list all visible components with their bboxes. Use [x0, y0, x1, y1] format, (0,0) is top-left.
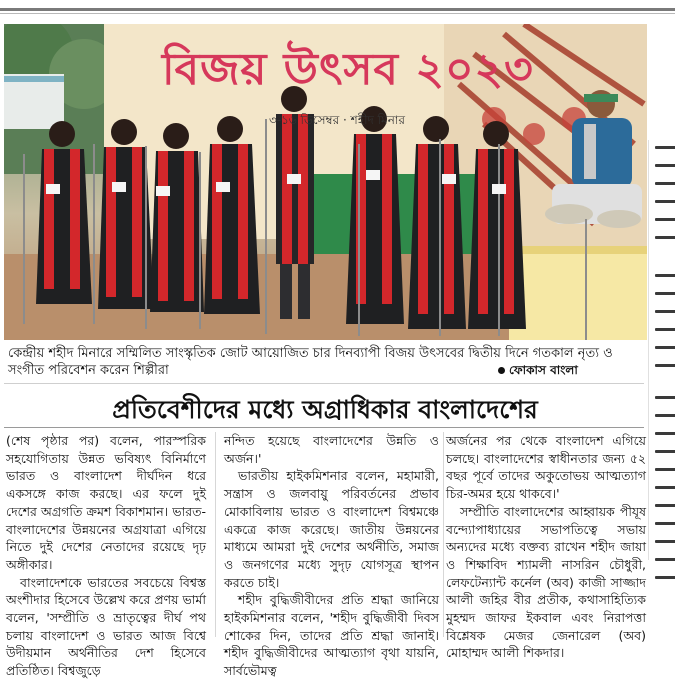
top-rule: [0, 8, 675, 11]
paragraph: বাংলাদেশকে ভারতের সবচেয়ে বিশ্বস্ত অংশীদার হিসেবে উল্লেখ করে প্রণয় ভার্মা বলেন, 'সম্প্রীতি ও ভ্রাতৃত্বের দীর্ঘ পথ চলায় বাংলাদেশ ও ভারত আজ বিশ্বে উদীয়মান অর্থনীতির দেশ হিসেবে প্রতিষ্ঠিত। বিশ্বজুড়ে: [6, 574, 206, 679]
bullet-icon: [498, 367, 505, 374]
column-divider: [215, 432, 216, 637]
article-column-1: [6, 432, 206, 680]
photo-credit-text: ফোকাস বাংলা: [509, 363, 578, 377]
article-column-3: [446, 432, 646, 662]
top-rule-thin: [0, 13, 675, 14]
paragraph: নন্দিত হয়েছে বাংলাদেশের উন্নতি ও অর্জন।': [224, 433, 439, 466]
paragraph: (শেষ পৃষ্ঠার পর) বলেন, পারস্পরিক সহযোগিতায় উন্নত ভবিষ্যৎ বিনির্মাণে ভারত ও বাংলাদেশ দীর্ঘদিন ধরে একসঙ্গে কাজ করছে। এর ফলে দুই দেশের অগ্রগতি ক্রমশ বিকাশমান। ভারত-বাংলাদেশের উন্নয়নের অগ্রযাত্রা এগিয়ে নিতে দুই দেশের নেতাদের রয়েছে দৃঢ় অঙ্গীকার।: [6, 433, 206, 572]
article-column-2: [224, 432, 439, 680]
adjacent-column-rule: [648, 140, 649, 560]
headline-rule: [4, 427, 644, 428]
caption-separator: [4, 383, 644, 384]
column-divider: [443, 432, 444, 637]
news-photo: [4, 24, 647, 340]
paragraph: অর্জনের পর থেকে বাংলাদেশ এগিয়ে চলছে। বাংলাদেশের স্বাধীনতার জন্য ৫২ বছর পূর্বে তাদের অকুতোভয় আত্মত্যাগ চির-অমর হয়ে থাকবে।': [446, 433, 646, 502]
paragraph: সম্প্রীতি বাংলাদেশের আহ্বায়ক পীযূষ বন্দ্যোপাধ্যায়ের সভাপতিত্বে সভায় অন্যদের মধ্যে বক্তব্য রাখেন শহীদ জায়া ও শিক্ষাবিদ শ্যামলী নাসরিন চৌধুরী, লেফটেন্যান্ট কর্নেল (অব) কাজী সাজ্জাদ আলী জহির বীর প্রতীক, কথাসাহিত্যিক মুহম্মদ জাফর ইকবাল এবং নিরাপত্তা বিশ্লেষক মেজর জেনারেল (অব) মোহাম্মদ আলী শিকদার।: [446, 503, 646, 661]
article-headline: প্রতিবেশীদের মধ্যে অগ্রাধিকার বাংলাদেশের: [112, 395, 538, 424]
banner-subtitle: ৩-১৬ ডিসেম্বর · শহীদ মিনার: [269, 113, 405, 127]
adjacent-column-fragment: [650, 24, 675, 624]
photo-credit: [498, 362, 578, 382]
paragraph: ভারতীয় হাইকমিশনার বলেন, মহামারী, সন্ত্রাস ও জলবায়ু পরিবর্তনের প্রভাব মোকাবিলায় ভারত ও বাংলাদেশ বিশ্বমঞ্চে একত্রে কাজ করেছে। জাতীয় উন্নয়নের মাধ্যমে আমরা দুই দেশের অর্থনীতি, সমাজ ও জনগণের মধ্যে সুদৃঢ় যোগসূত্র স্থাপন করতে চাই।: [224, 468, 439, 590]
banner-title: বিজয় উৎসব ২০২৩: [162, 44, 534, 95]
photo-caption: কেন্দ্রীয় শহীদ মিনারে সম্মিলিত সাংস্কৃতিক জোট আয়োজিত চার দিনব্যাপী বিজয় উৎসবের দ্বিতীয় দিনে গতকাল নৃত্য ও সংগীত পরিবেশন করেন শিল্পীরা: [8, 346, 613, 378]
paragraph: শহীদ বুদ্ধিজীবীদের প্রতি শ্রদ্ধা জানিয়ে হাইকমিশনার বলেন, 'শহীদ বুদ্ধিজীবী দিবস শোকের দিন, তাদের প্রতি শ্রদ্ধা জানাই। শহীদ বুদ্ধিজীবীদের আত্মত্যাগ বৃথা যায়নি, সার্বভৌমত্ব: [224, 592, 439, 679]
